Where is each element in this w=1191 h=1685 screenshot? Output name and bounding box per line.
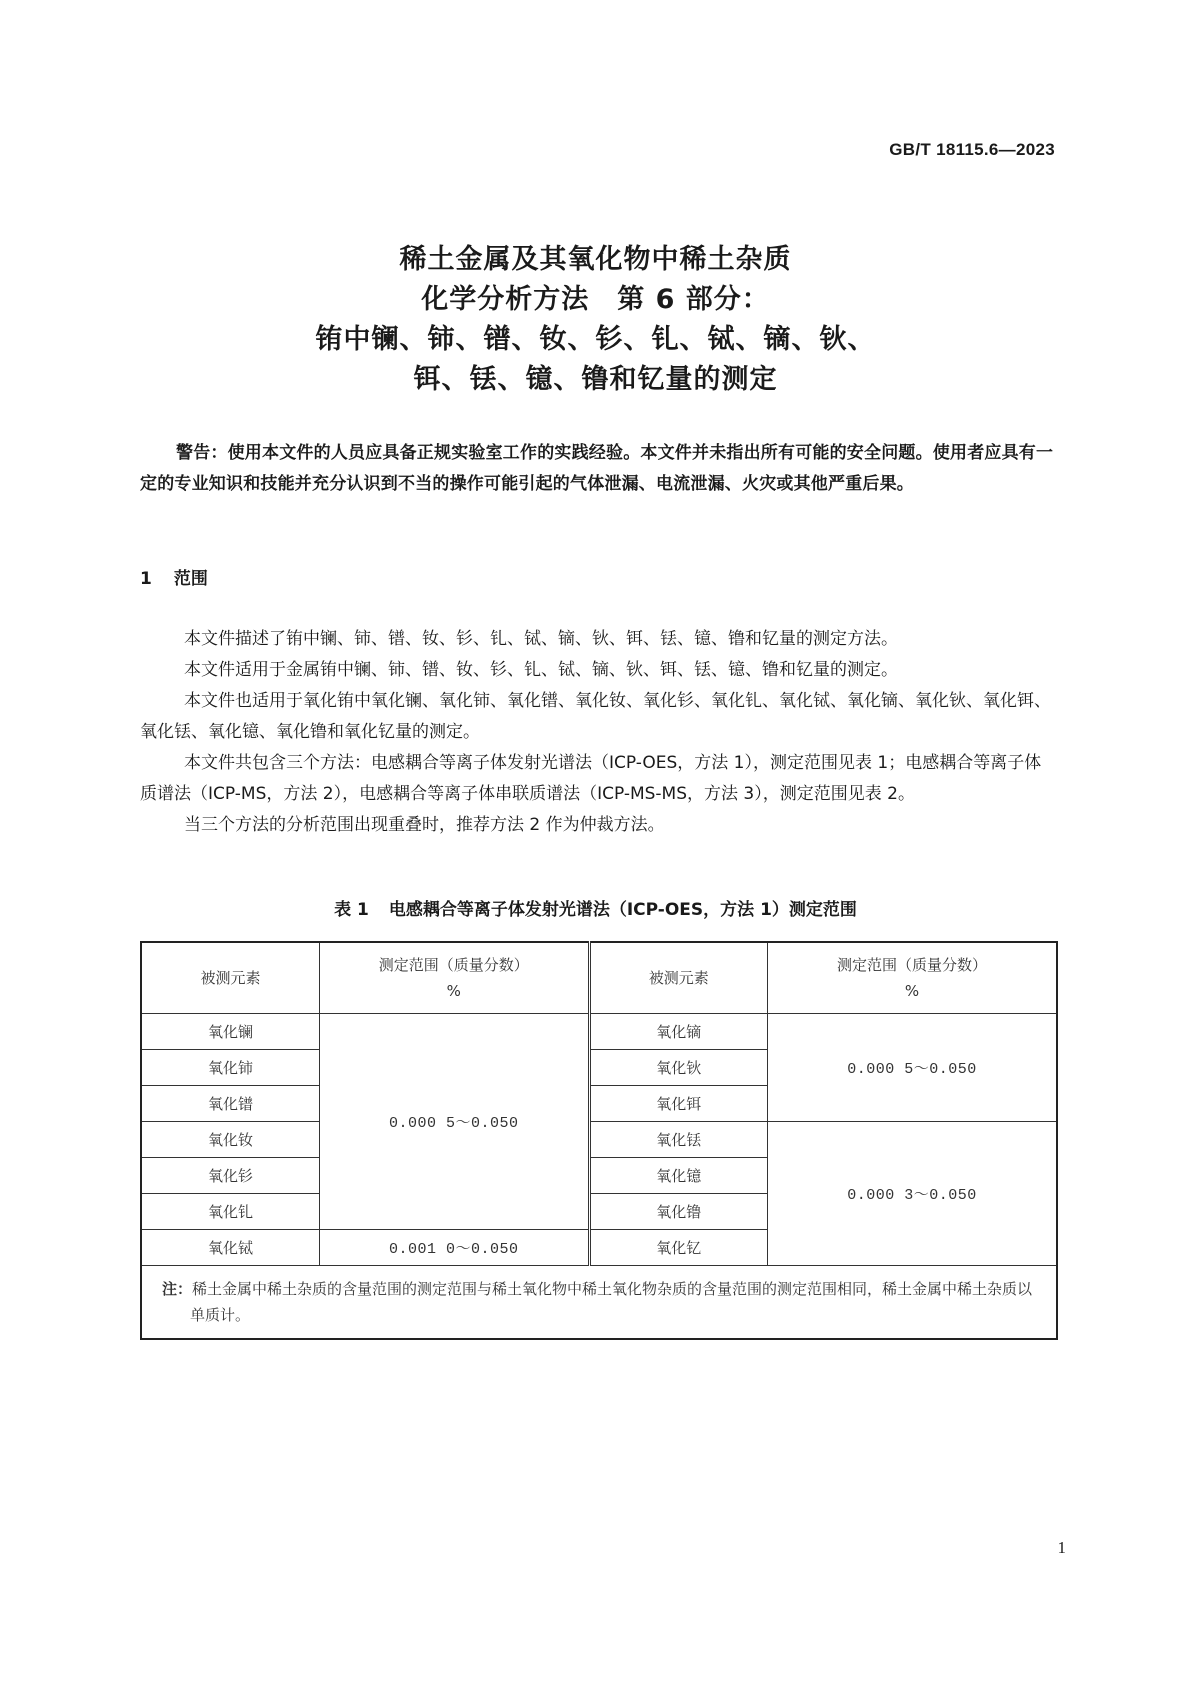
document-title [0,240,1191,400]
table-row [141,1122,1057,1158]
element-cell: 氧化钬 [589,1050,768,1086]
element-cell: 氧化铽 [141,1230,320,1266]
element-cell: 氧化镱 [589,1158,768,1194]
table-number: 表 1 [334,900,369,920]
element-cell: 氧化钆 [141,1194,320,1230]
note-label: 注： [162,1280,193,1298]
section-title: 范围 [173,569,208,589]
table-caption-text: 电感耦合等离子体发射光谱法（ICP-OES，方法 1）测定范围 [388,900,857,920]
paragraph: 当三个方法的分析范围出现重叠时，推荐方法 2 作为仲裁方法。 [184,815,665,835]
section-number: 1 [140,569,152,589]
element-cell: 氧化铒 [589,1086,768,1122]
range-header-label: 测定范围（质量分数） [837,956,988,974]
table-caption [0,895,1191,920]
range-header-label: 测定范围（质量分数） [378,956,529,974]
element-cell: 氧化镧 [141,1014,320,1050]
warning-paragraph: 警告：使用本文件的人员应具备正规实验室工作的实践经验。本文件并未指出所有可能的安全问题。使用者应具有一定的专业知识和技能并充分认识到不当的操作可能引起的气体泄漏、电流泄漏、火灾或其他严重后果。 [140,443,1054,494]
page-number: 1 [1057,1538,1066,1557]
range-table [140,941,1058,1340]
paragraph: 本文件描述了铕中镧、铈、镨、钕、钐、钆、铽、镝、钬、铒、铥、镱、镥和钇量的测定方法。 [184,629,898,649]
range-cell: 0.000 5～0.050 [768,1014,1057,1122]
range-cell: 0.001 0～0.050 [320,1230,589,1266]
range-header-unit: % [446,982,461,1000]
element-cell: 氧化铥 [589,1122,768,1158]
paragraph: 本文件共包含三个方法：电感耦合等离子体发射光谱法（ICP-OES，方法 1），测定范围见表 1；电感耦合等离子体质谱法（ICP-MS，方法 2），电感耦合等离子体串联质谱法（ICP-MS-MS，方法 3），测定范围见表 2。 [140,753,1042,804]
element-cell: 氧化镨 [141,1086,320,1122]
table-header-range-left [320,942,589,1014]
note-text: 稀土金属中稀土杂质的含量范围的测定范围与稀土氧化物中稀土氧化物杂质的含量范围的测定范围相同，稀土金属中稀土杂质以单质计。 [190,1280,1033,1324]
element-cell: 氧化钇 [589,1230,768,1266]
table-header-element-right: 被测元素 [589,942,768,1014]
table-note-row [141,1266,1057,1340]
range-cell: 0.000 5～0.050 [320,1014,589,1230]
section-heading [140,564,208,589]
element-cell: 氧化镝 [589,1014,768,1050]
section-body [140,624,1058,841]
element-cell: 氧化钐 [141,1158,320,1194]
table-row [141,1014,1057,1050]
title-line-4: 铒、铥、镱、镥和钇量的测定 [413,364,778,395]
range-cell: 0.000 3～0.050 [768,1122,1057,1266]
title-line-3: 铕中镧、铈、镨、钕、钐、钆、铽、镝、钬、 [315,324,876,355]
table-header-element-left: 被测元素 [141,942,320,1014]
paragraph: 本文件适用于金属铕中镧、铈、镨、钕、钐、钆、铽、镝、钬、铒、铥、镱、镥和钇量的测定。 [184,660,898,680]
title-line-2: 化学分析方法 第 6 部分： [421,284,770,315]
standard-number: GB/T 18115.6—2023 [889,140,1055,159]
element-cell: 氧化钕 [141,1122,320,1158]
table-note [141,1266,1057,1340]
title-line-1: 稀土金属及其氧化物中稀土杂质 [399,244,792,275]
table-header-range-right [768,942,1057,1014]
element-cell: 氧化镥 [589,1194,768,1230]
element-cell: 氧化铈 [141,1050,320,1086]
range-header-unit: % [904,982,920,1000]
paragraph: 本文件也适用于氧化铕中氧化镧、氧化铈、氧化镨、氧化钕、氧化钐、氧化钆、氧化铽、氧化镝、氧化钬、氧化铒、氧化铥、氧化镱、氧化镥和氧化钇量的测定。 [140,691,1051,742]
